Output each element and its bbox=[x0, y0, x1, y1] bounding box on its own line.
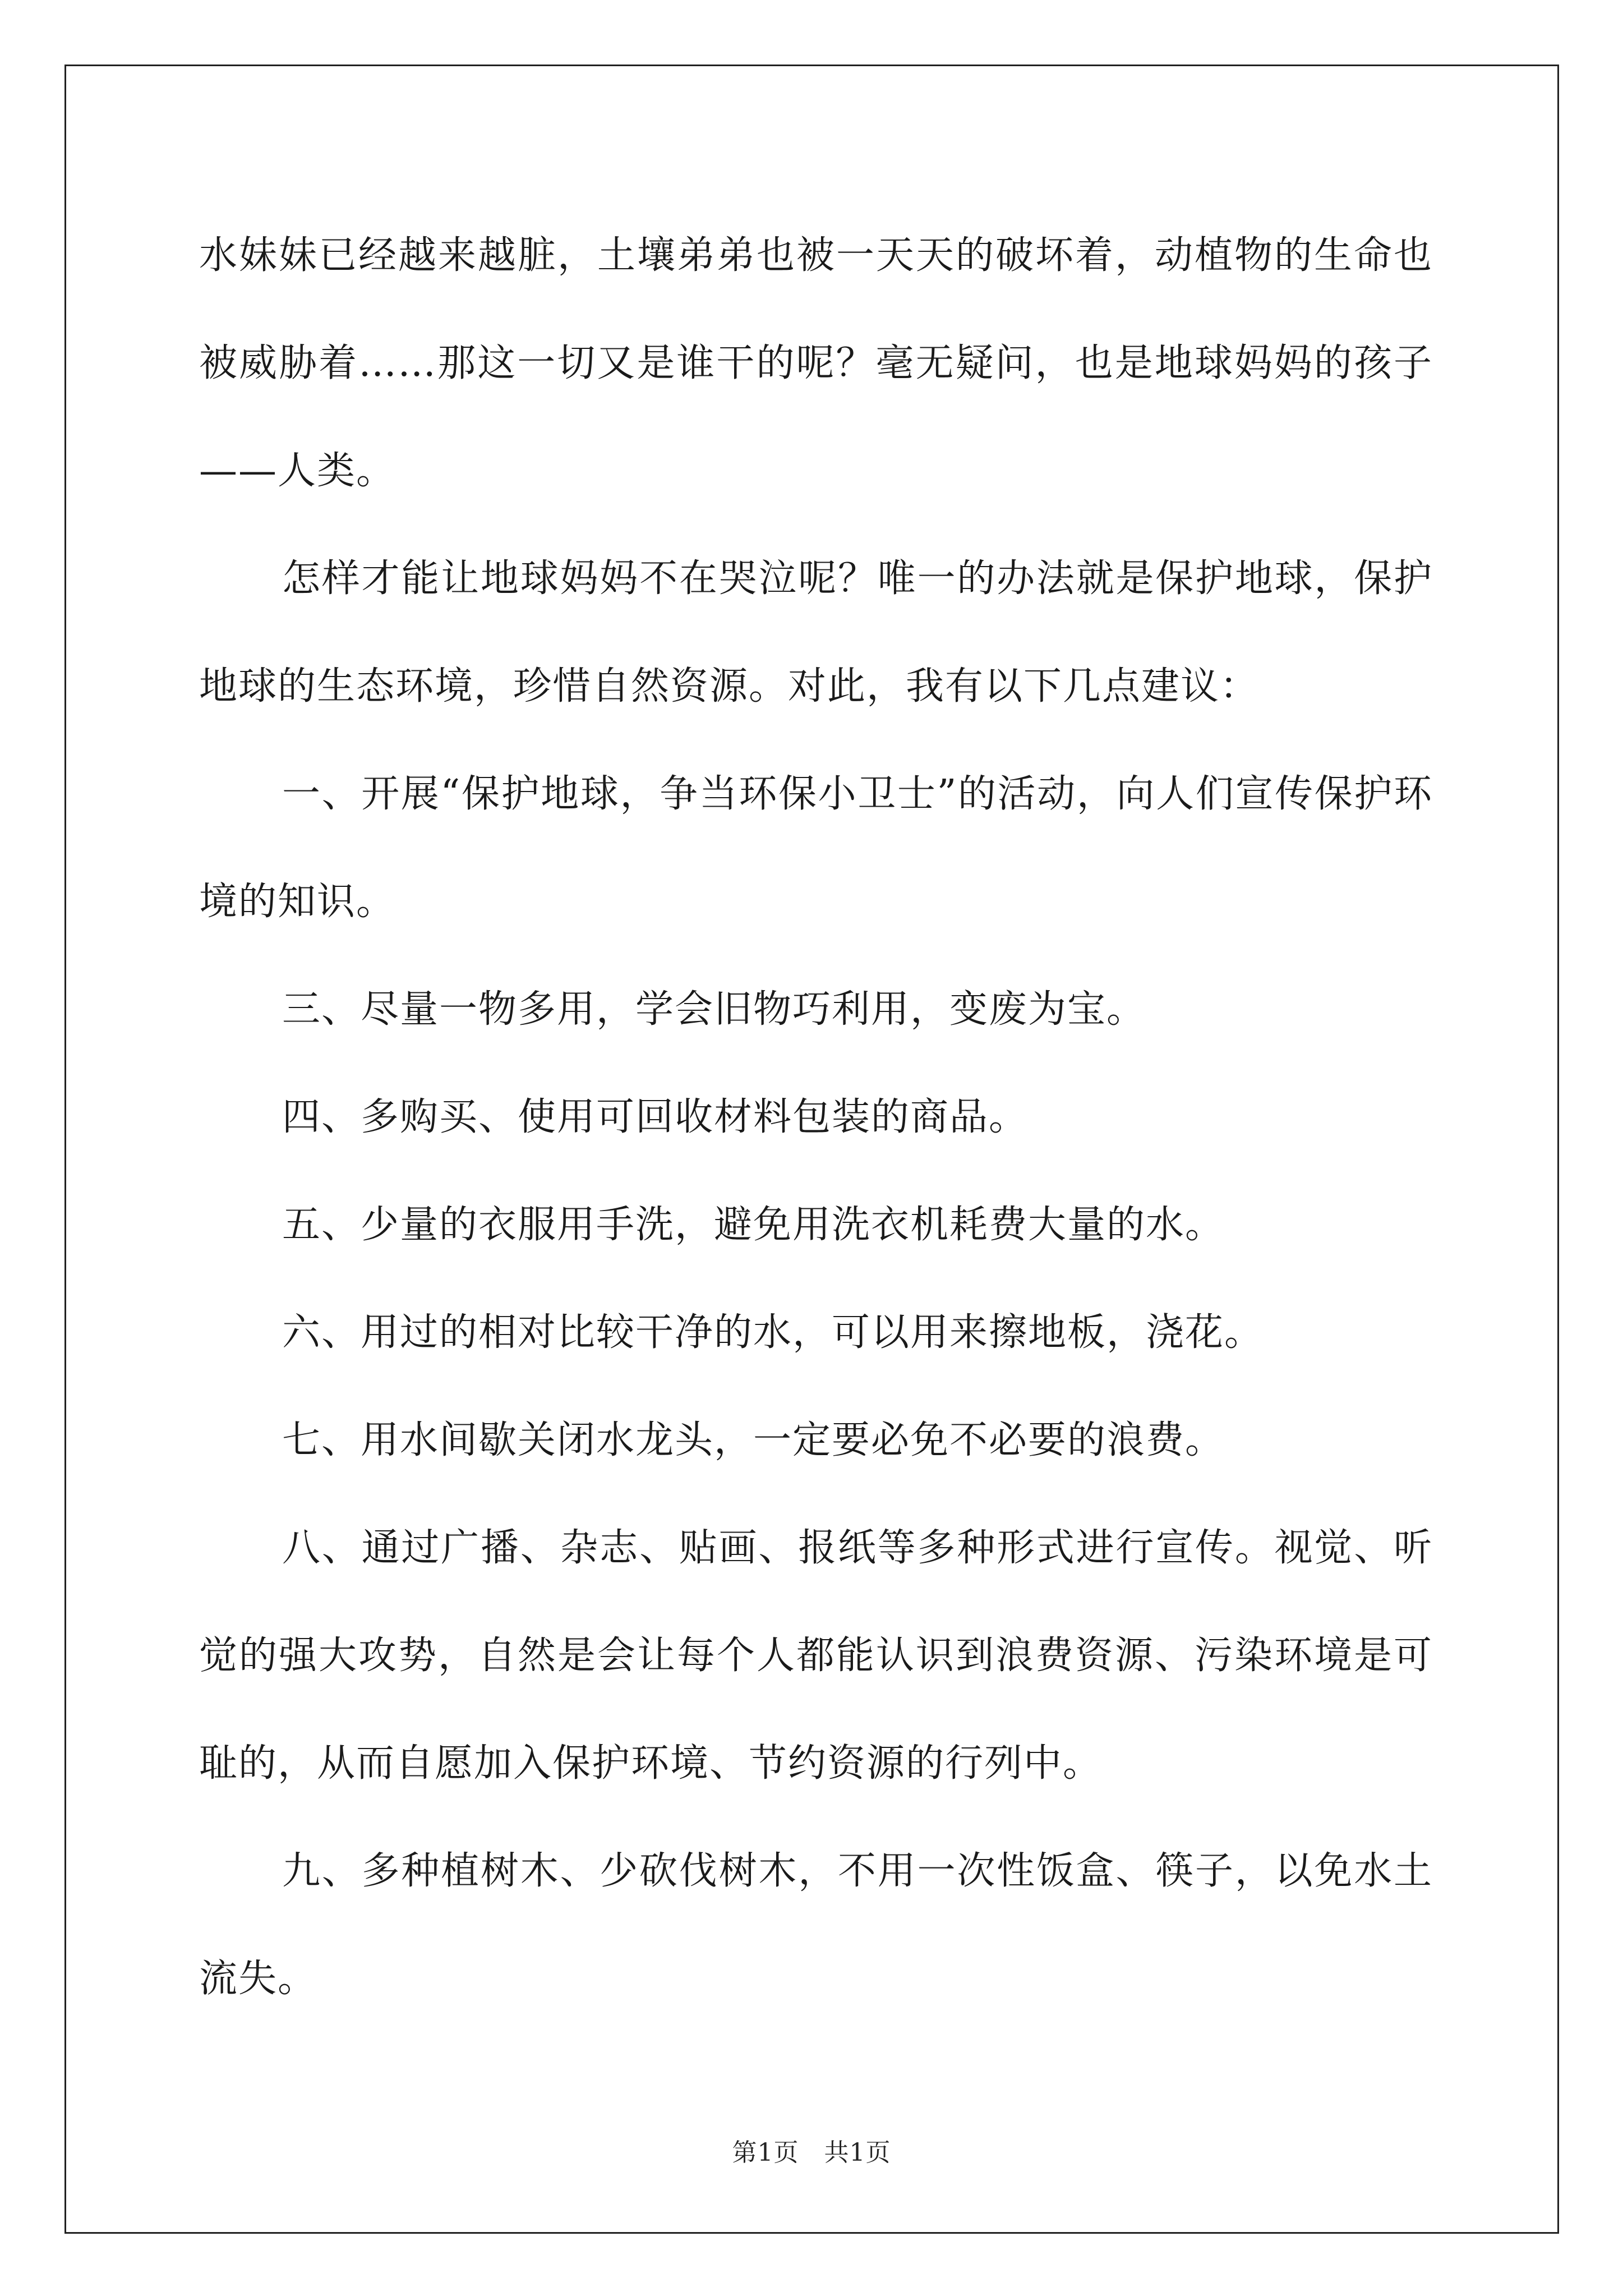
paragraph-8: 七、用水间歇关闭水龙头，一定要必免不必要的浪费。 bbox=[282, 1418, 1225, 1462]
paragraph-9: 八、通过广播、杂志、贴画、报纸等多种形式进行宣传。视觉、听觉的强大攻势，自然是会让每个人都能认识到浪费资源、污染环境是可耻的，从而自愿加入保护环境、节约资源的行列中。 bbox=[199, 1526, 1433, 1786]
paragraph-2: 怎样才能让地球妈妈不在哭泣呢？唯一的办法就是保护地球，保护地球的生态环境，珍惜自然资源。对此，我有以下几点建议： bbox=[199, 556, 1433, 708]
document-body bbox=[199, 202, 1433, 2033]
paragraph-1: 水妹妹已经越来越脏，土壤弟弟也被一天天的破坏着，动植物的生命也被威胁着……那这一切又是谁干的呢？毫无疑问，也是地球妈妈的孩子——人类。 bbox=[199, 233, 1433, 493]
paragraph-7: 六、用过的相对比较干净的水，可以用来擦地板，浇花。 bbox=[282, 1310, 1264, 1355]
page-number-footer: 第1页 共1页 bbox=[732, 2138, 891, 2167]
paragraph-4: 三、尽量一物多用，学会旧物巧利用，变废为宝。 bbox=[282, 987, 1146, 1032]
paragraph-6: 五、少量的衣服用手洗，避免用洗衣机耗费大量的水。 bbox=[282, 1203, 1225, 1247]
paragraph-3: 一、开展“保护地球，争当环保小卫士”的活动，向人们宣传保护环境的知识。 bbox=[199, 772, 1433, 924]
paragraph-10: 九、多种植树木、少砍伐树木，不用一次性饭盒、筷子，以免水土流失。 bbox=[199, 1849, 1433, 2001]
paragraph-5: 四、多购买、使用可回收材料包装的商品。 bbox=[282, 1095, 1029, 1139]
